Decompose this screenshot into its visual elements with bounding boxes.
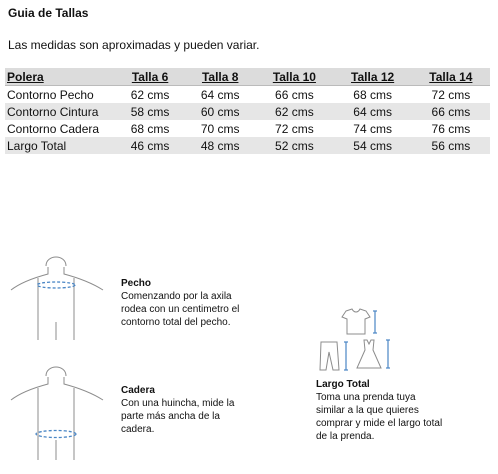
column-header: Talla 6: [115, 68, 185, 86]
measure-hip-line: [36, 431, 76, 438]
chest-text-line: Comenzando por la axila: [121, 291, 232, 302]
table-cell: 52 cms: [255, 137, 333, 154]
column-header: Polera: [5, 68, 115, 86]
pants-icon: [318, 340, 354, 372]
tshirt-icon: [338, 308, 382, 336]
table-row: [5, 86, 490, 104]
dress-icon: [356, 338, 396, 372]
column-header: Talla 14: [412, 68, 490, 86]
length-guide: [316, 378, 442, 443]
chest-heading: Pecho: [121, 278, 152, 289]
table-cell: 70 cms: [200, 121, 240, 136]
table-cell: 62 cms: [255, 103, 333, 120]
hip-heading: Cadera: [121, 385, 155, 396]
hip-text-line: parte más ancha de la: [121, 411, 220, 422]
table-cell: 60 cms: [185, 103, 255, 120]
table-cell: 64 cms: [334, 103, 412, 120]
table-row: [5, 120, 490, 137]
body-hip-figure-icon: [8, 362, 108, 462]
table-cell: 64 cms: [200, 87, 240, 102]
table-cell: 68 cms: [130, 121, 170, 136]
table-cell: 66 cms: [275, 87, 314, 102]
page-subtitle: Las medidas son aproximadas y pueden variar.: [8, 38, 260, 52]
table-cell: 54 cms: [334, 137, 412, 154]
hip-guide: [121, 384, 234, 436]
hip-text-line: cadera.: [121, 424, 155, 435]
page-title: Guia de Tallas: [8, 6, 89, 20]
table-cell: 72 cms: [275, 121, 314, 136]
length-heading: Largo Total: [316, 379, 370, 390]
size-table: [5, 68, 490, 154]
table-cell: 46 cms: [115, 137, 185, 154]
length-text-line: Toma una prenda tuya: [316, 392, 416, 403]
table-cell: 72 cms: [431, 87, 471, 102]
table-cell: Contorno Pecho: [7, 87, 94, 102]
chest-text-line: contorno total del pecho.: [121, 317, 231, 328]
table-cell: 74 cms: [353, 121, 392, 136]
table-cell: 76 cms: [431, 121, 471, 136]
table-cell: 62 cms: [130, 87, 170, 102]
table-header-row: [5, 68, 490, 86]
measure-chest-line: [37, 282, 75, 288]
table-row: [5, 137, 490, 154]
table-cell: Contorno Cadera: [7, 121, 100, 136]
table-cell: 48 cms: [185, 137, 255, 154]
table-row: [5, 103, 490, 120]
hip-text-line: Con una huincha, mide la: [121, 398, 235, 409]
table-cell: Contorno Cintura: [5, 103, 115, 120]
column-header: Talla 8: [185, 68, 255, 86]
table-cell: 56 cms: [412, 137, 490, 154]
length-text-line: similar a la que quieres: [316, 405, 419, 416]
table-cell: 58 cms: [115, 103, 185, 120]
chest-guide: [121, 277, 239, 329]
table-cell: 68 cms: [353, 87, 392, 102]
column-header: Talla 12: [334, 68, 412, 86]
table-cell: Largo Total: [5, 137, 115, 154]
length-text-line: comprar y mide el largo total: [316, 418, 443, 429]
length-text-line: de la prenda.: [316, 431, 375, 442]
column-header: Talla 10: [255, 68, 333, 86]
body-chest-figure-icon: [8, 252, 108, 340]
table-cell: 66 cms: [412, 103, 490, 120]
chest-text-line: rodea con un centimetro el: [121, 304, 240, 315]
